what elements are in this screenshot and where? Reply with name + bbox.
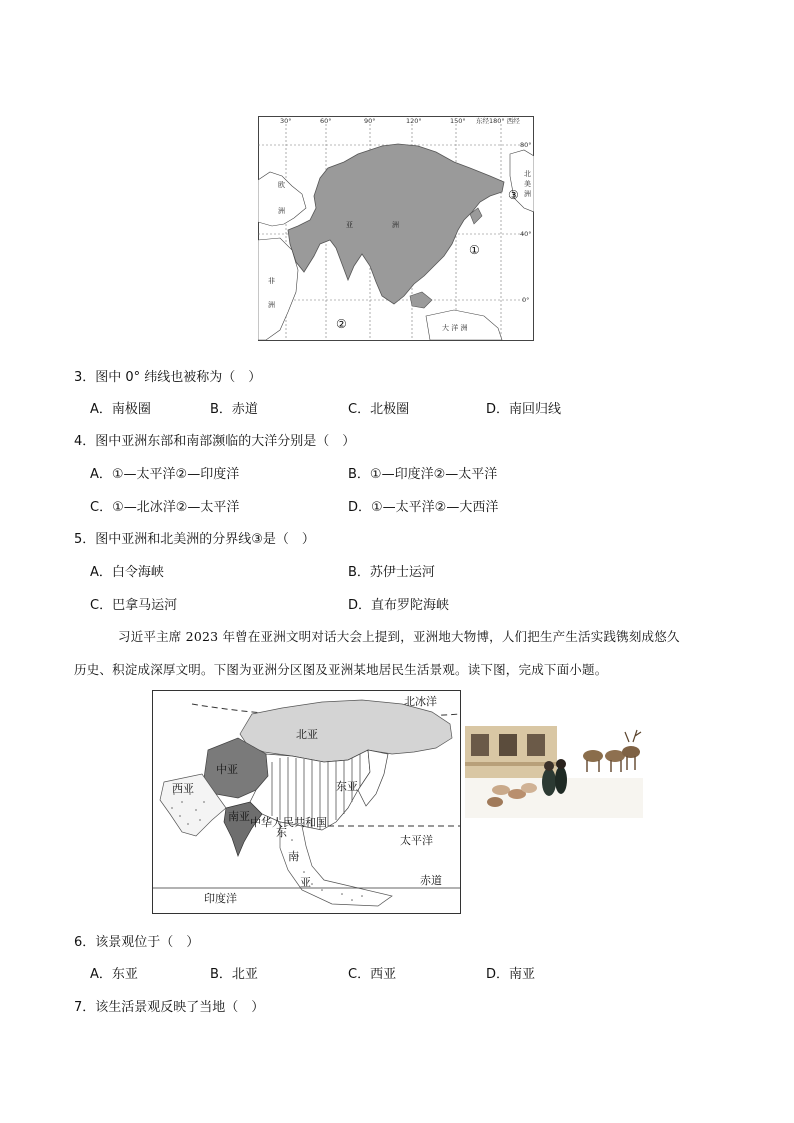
svg-text:欧: 欧 [278,181,285,189]
svg-text:80°: 80° [520,141,532,149]
svg-text:40°: 40° [520,230,532,238]
svg-text:美: 美 [524,180,531,188]
svg-text:北亚: 北亚 [296,728,318,741]
svg-text:东: 东 [276,826,287,839]
question-3-stem: 3．图中 0° 纬线也被称为（ ） [74,370,262,385]
q6-option-d[interactable]: D．南亚 [486,967,536,982]
q6-option-b[interactable]: B．北亚 [210,967,258,982]
svg-text:赤道: 赤道 [420,874,442,887]
svg-text:东经180° 西经: 东经180° 西经 [476,117,520,125]
svg-text:南: 南 [288,850,299,863]
question-7-stem: 7．该生活景观反映了当地（ ） [74,1000,265,1015]
svg-text:亚: 亚 [300,876,311,889]
svg-text:印度洋: 印度洋 [204,892,237,905]
svg-text:①: ① [469,243,480,257]
passage-line-1: 习近平主席 2023 年曾在亚洲文明对话大会上提到，亚洲地大物博，人们把生产生活实践镌刻成悠久 [118,629,680,644]
q3-option-d[interactable]: D．南回归线 [486,402,562,417]
svg-text:120°: 120° [406,117,422,125]
passage-line-2: 历史、积淀成深厚文明。下图为亚洲分区图及亚洲某地居民生活景观。读下图，完成下面小题。 [74,662,608,677]
q5-option-b[interactable]: B．苏伊士运河 [348,565,435,580]
q4-option-a[interactable]: A．①—太平洋②—印度洋 [90,467,240,482]
svg-text:60°: 60° [320,117,332,125]
svg-text:②: ② [336,317,347,331]
q4-option-b[interactable]: B．①—印度洋②—太平洋 [348,467,498,482]
q5-option-a[interactable]: A．白令海峡 [90,565,164,580]
svg-text:150°: 150° [450,117,466,125]
svg-text:洲: 洲 [524,190,531,198]
q4-option-c[interactable]: C．①—北冰洋②—太平洋 [90,500,240,515]
reindeer-life-scene-photo [465,722,643,818]
svg-text:北冰洋: 北冰洋 [404,695,437,708]
svg-text:90°: 90° [364,117,376,125]
svg-text:0°: 0° [522,296,530,304]
question-6-stem: 6．该景观位于（ ） [74,935,200,950]
q3-option-a[interactable]: A．南极圈 [90,402,151,417]
svg-text:洲: 洲 [278,207,285,215]
svg-text:西亚: 西亚 [172,782,194,795]
q3-option-c[interactable]: C．北极圈 [348,402,410,417]
q6-option-c[interactable]: C．西亚 [348,967,397,982]
svg-text:北: 北 [524,170,531,178]
svg-text:洲: 洲 [268,301,275,309]
svg-text:洲: 洲 [392,221,399,229]
question-4-stem: 4．图中亚洲东部和南部濒临的大洋分别是（ ） [74,434,356,449]
asia-regions-map [152,690,461,914]
svg-text:中华人民共和国: 中华人民共和国 [250,816,327,829]
svg-text:非: 非 [268,277,275,285]
q4-option-d[interactable]: D．①—太平洋②—大西洋 [348,500,499,515]
q5-option-c[interactable]: C．巴拿马运河 [90,598,178,613]
svg-text:东亚: 东亚 [336,780,358,793]
svg-text:亚: 亚 [346,221,353,229]
q3-option-b[interactable]: B．赤道 [210,402,258,417]
q5-option-d[interactable]: D．直布罗陀海峡 [348,598,450,613]
svg-text:30°: 30° [280,117,292,125]
svg-text:③: ③ [508,188,519,202]
asia-location-map [258,116,534,341]
q6-option-a[interactable]: A．东亚 [90,967,138,982]
svg-text:南亚: 南亚 [228,810,250,823]
svg-text:太平洋: 太平洋 [400,834,433,847]
svg-text:大 洋 洲: 大 洋 洲 [442,324,468,332]
svg-text:中亚: 中亚 [216,763,238,776]
question-5-stem: 5．图中亚洲和北美洲的分界线③是（ ） [74,532,315,547]
